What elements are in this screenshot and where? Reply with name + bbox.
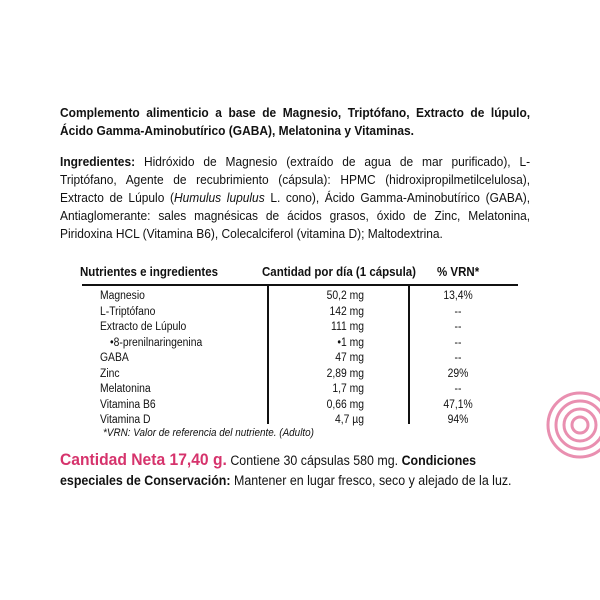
row-amount: 2,89 mg bbox=[326, 367, 364, 380]
row-vrn: -- bbox=[454, 336, 462, 349]
conditions-text: Mantener en lugar fresco, seco y alejado de la luz. bbox=[230, 473, 512, 488]
header-divider bbox=[82, 284, 518, 286]
row-nutrient-name: •8-prenilnaringenina bbox=[110, 336, 203, 349]
vrn-footnote: *VRN: Valor de referencia del nutriente. (Adulto) bbox=[103, 427, 314, 439]
ingredients-label: Ingredientes: bbox=[60, 154, 136, 169]
column-divider-2 bbox=[408, 285, 410, 424]
row-vrn: 13,4% bbox=[443, 290, 473, 302]
row-amount: 142 mg bbox=[329, 305, 364, 318]
ingredients-text-2: L. cono), Ácido Gamma-Aminobutírico (GABA), Antiaglomerante: sales magnésicas de ácidos grasos, óxido de Zinc, Melatonina, Piridoxina HCL (Vitamina B6), Colecalciferol (vitamina D); Maltodextrina. bbox=[60, 190, 531, 241]
row-vrn: -- bbox=[454, 321, 462, 333]
row-vrn: 47,1% bbox=[443, 398, 473, 411]
ingredients-text-1: Hidróxido de Magnesio (extraído de agua de mar purificado), L-Triptófano, Agente de recubrimiento (cápsula): HPMC (hidroxipropilmetilcelulosa), Extracto de Lúpulo ( bbox=[60, 154, 531, 205]
row-nutrient-name: GABA bbox=[100, 352, 129, 364]
header-vrn: % VRN* bbox=[437, 265, 480, 279]
row-vrn: 94% bbox=[447, 414, 469, 426]
row-vrn: -- bbox=[454, 305, 462, 318]
row-amount: 1,7 mg bbox=[332, 383, 364, 395]
ingredients-latin-name: Humulus lupulus bbox=[173, 190, 265, 205]
row-nutrient-name: Vitamina B6 bbox=[100, 398, 156, 411]
row-amount: 4,7 µg bbox=[335, 414, 364, 426]
row-nutrient-name: L-Triptófano bbox=[100, 305, 156, 318]
row-nutrient-name: Melatonina bbox=[100, 383, 151, 395]
concentric-arcs-icon bbox=[528, 380, 600, 470]
row-nutrient-name: Magnesio bbox=[100, 290, 145, 302]
product-description: Complemento alimenticio a base de Magnesio, Triptófano, Extracto de lúpulo, Ácido Gamma-Aminobutírico (GABA), Melatonina y Vitaminas. bbox=[60, 105, 531, 138]
row-nutrient-name: Vitamina D bbox=[100, 414, 151, 426]
header-nutrient: Nutrientes e ingredientes bbox=[80, 265, 219, 279]
ingredients-paragraph bbox=[60, 153, 530, 243]
row-amount: •1 mg bbox=[337, 336, 364, 349]
row-vrn: 29% bbox=[447, 367, 469, 380]
row-nutrient-name: Extracto de Lúpulo bbox=[100, 321, 187, 333]
row-vrn: -- bbox=[454, 383, 462, 395]
net-content-text: Contiene 30 cápsulas 580 mg. bbox=[226, 453, 402, 468]
row-vrn: -- bbox=[454, 352, 462, 364]
row-amount: 47 mg bbox=[335, 352, 364, 364]
row-nutrient-name: Zinc bbox=[100, 367, 120, 380]
net-weight-label: Cantidad Neta 17,40 g. bbox=[60, 450, 227, 469]
net-content-paragraph bbox=[60, 450, 538, 491]
conditions-label: Condiciones especiales de Conservación: bbox=[60, 453, 477, 488]
row-amount: 0,66 mg bbox=[326, 398, 364, 411]
row-amount: 50,2 mg bbox=[326, 290, 364, 302]
header-amount: Cantidad por día (1 cápsula) bbox=[262, 265, 416, 279]
row-amount: 111 mg bbox=[331, 321, 364, 333]
column-divider-1 bbox=[267, 285, 269, 424]
